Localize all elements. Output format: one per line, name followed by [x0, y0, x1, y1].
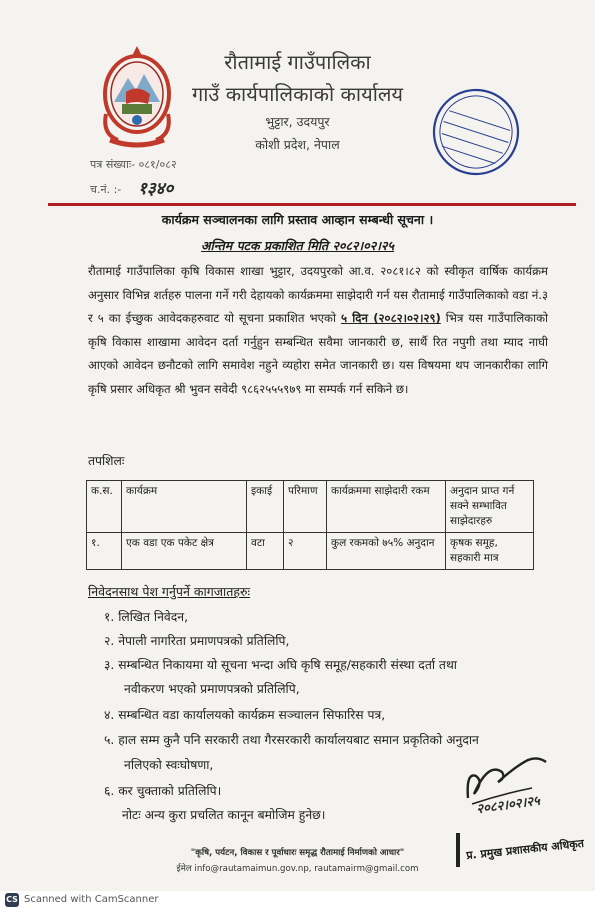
last-publish-date: अन्तिम पटक प्रकाशित मिति २०८२।०२।२५ — [200, 238, 394, 253]
cell-partnership-amount: कुल रकमको ७५% अनुदान — [327, 533, 446, 570]
reference-number: पत्र संख्याः- ०८१/०८२ — [90, 158, 177, 171]
cell-unit: वटा — [247, 533, 284, 570]
cell-sn: १. — [87, 533, 122, 570]
notice-subject: कार्यक्रम सञ्चालनका लागि प्रस्ताव आव्हान सम्बन्धी सूचना । — [161, 212, 434, 227]
camscanner-text: Scanned with CamScanner — [24, 894, 159, 905]
address-line-1: भुट्टार, उदयपुर — [265, 114, 330, 129]
document-item: नलिएको स्वःघोषणा, — [124, 758, 214, 772]
camscanner-watermark — [0, 891, 595, 910]
col-header-unit: इकाई — [247, 481, 284, 533]
camscanner-icon: CS — [5, 893, 19, 907]
address-line-2: कोशी प्रदेश, नेपाल — [255, 137, 340, 152]
office-name: रौतामाई गाउँपालिका — [224, 50, 371, 74]
col-header-sn: क.स. — [87, 481, 122, 533]
dispatch-label: च.नं. :- — [90, 183, 122, 196]
officer-title: प्र. प्रमुख प्रशासकीय अधिकृत — [465, 836, 585, 863]
document-item: १. लिखित निवेदन, — [104, 610, 189, 624]
document-item: ३. सम्बन्धित निकायमा यो सूचना भन्दा अघि कृषि समूह/सहकारी संस्था दर्ता तथा — [104, 658, 457, 672]
table-header-row — [87, 481, 534, 533]
cell-eligible-partners: कृषक समूह, सहकारी मात्र — [446, 533, 534, 570]
details-label: तपशिलः — [88, 454, 125, 468]
col-header-program: कार्यक्रम — [122, 481, 247, 533]
document-item: ६. कर चुक्ताको प्रतिलिपि। — [104, 784, 222, 798]
table-row — [87, 533, 534, 570]
col-header-partnership-amount: कार्यक्रममा साझेदारी रकम — [327, 481, 446, 533]
document-item: नवीकरण भएको प्रमाणपत्रको प्रतिलिपि, — [124, 682, 300, 696]
footer-email: ईमेल info@rautamaimun.gov.np, rautamairm@gmail.com — [176, 864, 419, 874]
footer-slogan: "कृषि, पर्यटन, विकास र पूर्वाधारः समृद्ध रौतामाई निर्माणको आधार" — [190, 848, 405, 858]
dispatch-number: १३४० — [138, 179, 174, 199]
document-item: ४. सम्बन्धित वडा कार्यालयको कार्यक्रम सञ्चालन सिफारिस पत्र, — [104, 708, 386, 722]
col-header-quantity: परिमाण — [284, 481, 327, 533]
paragraph-rest: भित्र यस गाउँपालिकाको कृषि विकास शाखामा आवेदन दर्ता गर्नुहुन सम्बन्धित सवैमा जानकारी छ, सार्थै रित नपुगी तथा म्याद नाघी आएको आवेदन छनौटको लागि समावेश नहुने व्यहोरा समेत जानकारी छ। यस विषयमा थप जानकारीका लागि कृषि प्रसार अधिकृत श्री भुवन सवेदी ९८६२५५५९७९ मा सम्पर्क गर्न सकिने छ। — [88, 311, 548, 396]
cell-quantity: २ — [284, 533, 327, 570]
document-item: २. नेपाली नागरिता प्रमाणपत्रको प्रतिलिपि, — [104, 634, 290, 648]
cell-program: एक वडा एक पकेट क्षेत्र — [122, 533, 247, 570]
office-subtitle: गाउँ कार्यपालिकाको कार्यालय — [191, 82, 404, 106]
note-text: नोटः अन्य कुरा प्रचलित कानून बमोजिम हुनेछ। — [122, 808, 326, 822]
header-rule — [48, 203, 576, 206]
notice-paragraph — [88, 260, 548, 402]
documents-heading: निवेदनसाथ पेश गर्नुपर्ने कागजातहरुः — [88, 584, 251, 599]
program-table — [86, 480, 534, 570]
paragraph-intro: रौतामाई गाउँपालिका कृषि विकास शाखा भुट्टार, उदयपुरको आ.व. २०८१।८२ को स्वीकृत वार्षिक कार्यक्रम अनुसार विभिन्न शर्तहरु पालना गर्ने गरी देहायको कार्यक्रममा साझेदारी गर्न यस रौतामाई गाउँपालिकाको वडा नं.३ र ५ का ईच्छुक आवेदकहरुवाट यो सूचना प्रकाशित भएको — [88, 264, 548, 326]
signature-date: २०८२।०२।२५ — [475, 793, 541, 818]
office-stamp — [430, 86, 522, 178]
col-header-eligible-partners: अनुदान प्राप्त गर्न सक्ने सम्भावित साझेदारहरु — [446, 481, 534, 533]
application-deadline: ५ दिन (२०८२।०२।२९) — [340, 311, 441, 326]
document-item: ५. हाल सम्म कुनै पनि सरकारी तथा गैरसरकारी कार्यालयबाट समान प्रकृतिको अनुदान — [104, 733, 479, 747]
